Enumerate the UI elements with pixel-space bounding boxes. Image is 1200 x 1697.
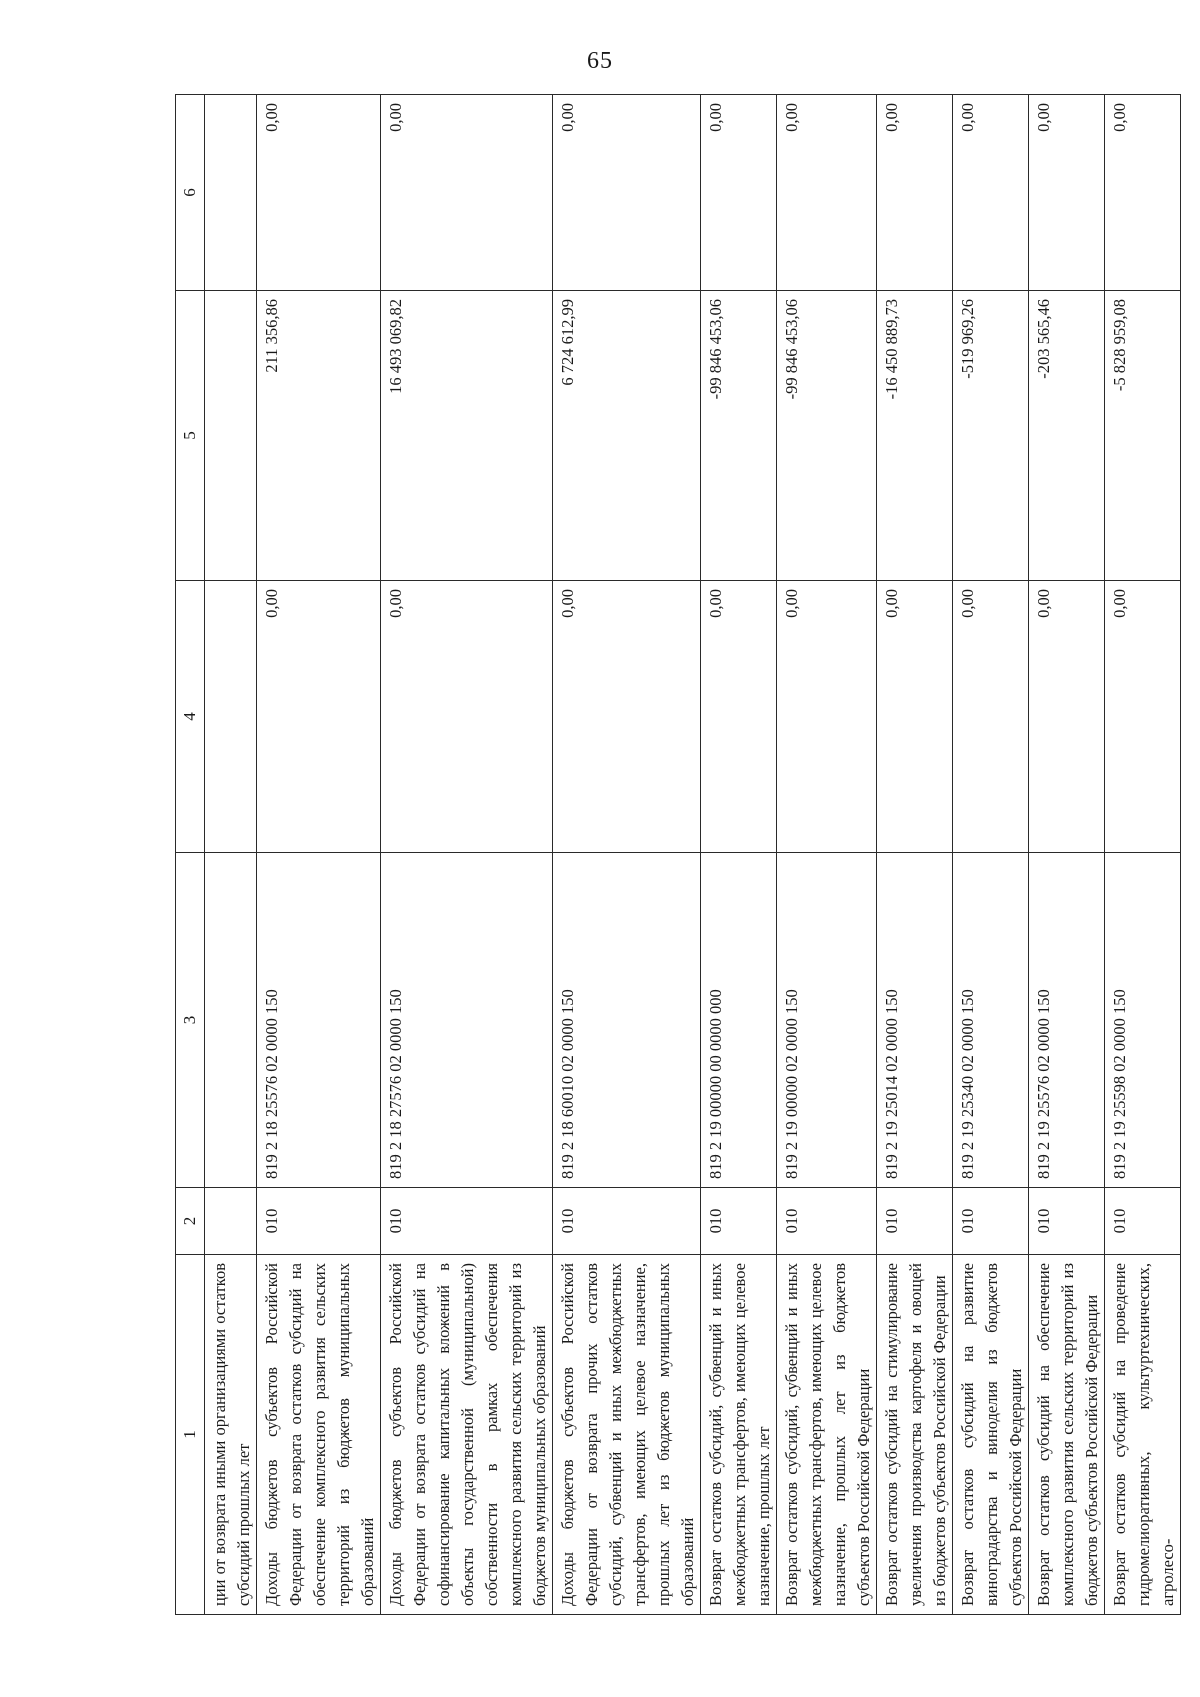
header-cell: 1 [176,1255,205,1615]
row-admin-cell [205,1188,257,1255]
row-col6-cell: 0,00 [1105,95,1181,291]
header-cell: 3 [176,853,205,1188]
row-admin-cell: 010 [553,1188,701,1255]
rotated-table-wrapper [175,95,1177,1615]
row-code-cell: 819 2 19 25340 02 0000 150 [953,853,1029,1188]
row-admin-cell: 010 [381,1188,553,1255]
table-row [257,95,381,1615]
budget-table [175,94,1181,1615]
row-admin-cell: 010 [777,1188,877,1255]
row-col4-cell: 0,00 [381,581,553,853]
row-col4-cell: 0,00 [877,581,953,853]
row-col4-cell: 0,00 [257,581,381,853]
row-col6-cell: 0,00 [381,95,553,291]
table-row [553,95,701,1615]
row-name-cell: Доходы бюджетов субъектов Российской Федерации от возврата прочих остатков субсидий, субвенций и иных межбюджетных трансфертов, имеющих целевое назначение, прошлых лет из бюджетов муниципальных образований [553,1255,701,1615]
row-name-cell: Возврат остатков субсидий на развитие виноградарства и виноделия из бюджетов субъектов Российской Федерации [953,1255,1029,1615]
row-admin-cell: 010 [1029,1188,1105,1255]
row-name-cell: Возврат остатков субсидий на обеспечение комплексного развития сельских территорий из бюджетов субъектов Российской Федерации [1029,1255,1105,1615]
row-col4-cell: 0,00 [553,581,701,853]
row-code-cell [205,853,257,1188]
table-row [1105,95,1181,1615]
row-col4-cell [205,581,257,853]
row-col5-cell [205,291,257,581]
row-col6-cell: 0,00 [877,95,953,291]
row-name-cell: Возврат остатков субсидий, субвенций и иных межбюджетных трансфертов, имеющих целевое назначение, прошлых лет [701,1255,777,1615]
row-col6-cell [205,95,257,291]
row-code-cell: 819 2 18 25576 02 0000 150 [257,853,381,1188]
row-col4-cell: 0,00 [701,581,777,853]
row-admin-cell: 010 [701,1188,777,1255]
table-row [777,95,877,1615]
table-row [701,95,777,1615]
row-col6-cell: 0,00 [701,95,777,291]
row-col4-cell: 0,00 [953,581,1029,853]
header-cell: 2 [176,1188,205,1255]
row-code-cell: 819 2 19 00000 00 0000 000 [701,853,777,1188]
row-col5-cell: 6 724 612,99 [553,291,701,581]
row-admin-cell: 010 [877,1188,953,1255]
table-row [381,95,553,1615]
header-cell: 6 [176,95,205,291]
table-row [205,95,257,1615]
row-code-cell: 819 2 19 25014 02 0000 150 [877,853,953,1188]
row-name-cell: Доходы бюджетов субъектов Российской Федерации от возврата остатков субсидий на софинансирование капитальных вложений в объекты государственной (муниципальной) собственности в рамках обеспечения комплексного развития сельских территорий из бюджетов муниципальных образований [381,1255,553,1615]
row-admin-cell: 010 [953,1188,1029,1255]
row-col5-cell: -5 828 959,08 [1105,291,1181,581]
table-row [1029,95,1105,1615]
row-col5-cell: -16 450 889,73 [877,291,953,581]
row-col6-cell: 0,00 [777,95,877,291]
table-row [953,95,1029,1615]
row-col6-cell: 0,00 [257,95,381,291]
row-admin-cell: 010 [1105,1188,1181,1255]
row-code-cell: 819 2 19 25576 02 0000 150 [1029,853,1105,1188]
row-code-cell: 819 2 18 60010 02 0000 150 [553,853,701,1188]
row-col6-cell: 0,00 [1029,95,1105,291]
row-col6-cell: 0,00 [553,95,701,291]
row-col5-cell: -519 969,26 [953,291,1029,581]
table-header-row [176,95,205,1615]
row-name-cell: Возврат остатков субсидий на стимулирование увеличения производства картофеля и овощей из бюджетов субъектов Российской Федерации [877,1255,953,1615]
row-col5-cell: -203 565,46 [1029,291,1105,581]
row-col6-cell: 0,00 [953,95,1029,291]
table-row [877,95,953,1615]
row-col4-cell: 0,00 [1105,581,1181,853]
row-col5-cell: -99 846 453,06 [777,291,877,581]
row-code-cell: 819 2 18 27576 02 0000 150 [381,853,553,1188]
header-cell: 5 [176,291,205,581]
row-name-cell: ции от возврата иными организациями остатков субсидий прошлых лет [205,1255,257,1615]
page-number: 65 [587,48,613,74]
row-code-cell: 819 2 19 00000 02 0000 150 [777,853,877,1188]
row-col5-cell: -99 846 453,06 [701,291,777,581]
header-cell: 4 [176,581,205,853]
row-name-cell: Возврат остатков субсидий, субвенций и иных межбюджетных трансфертов, имеющих целевое назначение, прошлых лет из бюджетов субъектов Российской Федерации [777,1255,877,1615]
row-admin-cell: 010 [257,1188,381,1255]
row-code-cell: 819 2 19 25598 02 0000 150 [1105,853,1181,1188]
row-col5-cell: 16 493 069,82 [381,291,553,581]
row-col4-cell: 0,00 [777,581,877,853]
row-name-cell: Доходы бюджетов субъектов Российской Федерации от возврата остатков субсидий на обеспечение комплексного развития сельских территорий из бюджетов муниципальных образований [257,1255,381,1615]
row-col4-cell: 0,00 [1029,581,1105,853]
row-col5-cell: 211 356,86 [257,291,381,581]
row-name-cell: Возврат остатков субсидий на проведение гидромелиоративных, культуртехнических, агролесо- [1105,1255,1181,1615]
